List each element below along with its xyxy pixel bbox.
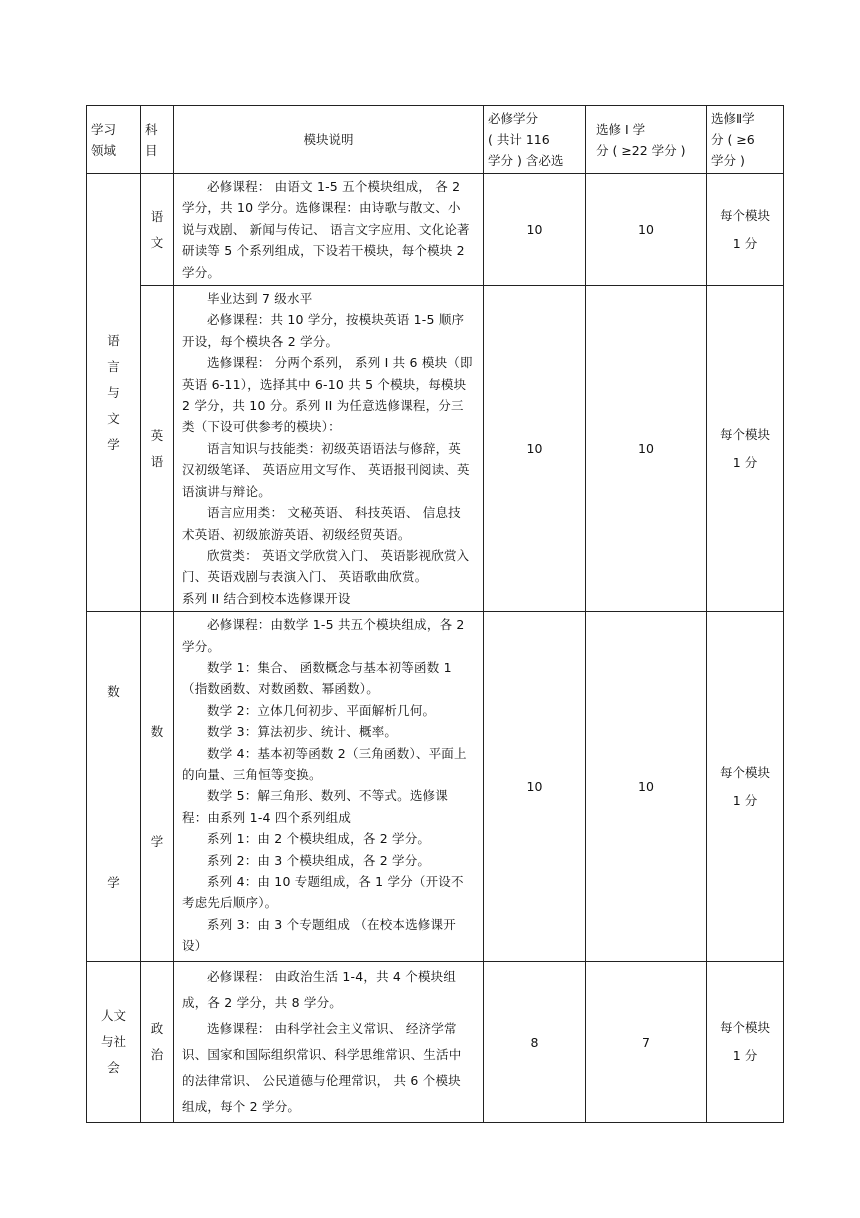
area-char: 学 bbox=[107, 874, 120, 890]
elective1-credits: 10 bbox=[586, 612, 707, 962]
elective2-line: 每个模块 bbox=[719, 764, 770, 780]
description-paragraph: 必修课程： 由政治生活 1-4，共 4 个模块组成，各 2 学分，共 8 学分。 bbox=[182, 969, 457, 1011]
area-char: 会 bbox=[107, 1060, 120, 1076]
header-required-line: 学分 ) 含必选 bbox=[488, 153, 564, 168]
header-area-line: 领域 bbox=[91, 142, 117, 158]
description-paragraph: 选修课程： 由科学社会主义常识、 经济学常识、国家和国际组织常识、科学思维常识、生活中的法律常识、 公民道德与伦理常识， 共 6 个模块组成，每个 2 学分。 bbox=[182, 1021, 462, 1115]
header-required-line: ( 共计 116 bbox=[488, 132, 550, 147]
header-elective2-line: 分 ( ≥6 bbox=[711, 132, 755, 147]
description-paragraph: 必修课程：共 10 学分，按模块英语 1-5 顺序开设，每个模块各 2 学分。 bbox=[182, 312, 465, 349]
description-paragraph: 数学 1：集合、 函数概念与基本初等函数 1（指数函数、对数函数、幂函数）。 bbox=[182, 659, 452, 697]
area-char: 语 bbox=[107, 332, 120, 348]
elective2-line: 1 分 bbox=[732, 1048, 758, 1064]
required-credits: 10 bbox=[484, 612, 586, 962]
elective2-line: 1 分 bbox=[732, 454, 758, 470]
module-description bbox=[174, 612, 484, 962]
table-row-politics bbox=[87, 962, 784, 1123]
header-subject bbox=[141, 106, 174, 174]
description-paragraph: 系列 4：由 10 专题组成，各 1 学分（开设不考虑先后顺序）。 bbox=[182, 874, 464, 911]
curriculum-table bbox=[86, 105, 784, 1123]
table-row-math bbox=[87, 612, 784, 962]
required-credits: 10 bbox=[484, 174, 586, 286]
header-elective1-line: 分 ( ≥22 学分 ) bbox=[596, 142, 686, 158]
header-row bbox=[87, 106, 784, 174]
required-credits: 10 bbox=[484, 286, 586, 612]
elective2-line: 每个模块 bbox=[719, 426, 770, 442]
subject-char: 英 bbox=[150, 427, 164, 443]
description-paragraph: 语言应用类： 文秘英语、 科技英语、 信息技术英语、初级旅游英语、初级经贸英语。 bbox=[182, 505, 461, 542]
header-elective2 bbox=[707, 106, 784, 174]
subject-english bbox=[141, 286, 174, 612]
area-language-literature bbox=[87, 174, 141, 612]
description-paragraph: 必修课程：由数学 1-5 共五个模块组成，各 2 学分。 bbox=[182, 617, 465, 654]
description-paragraph: 数学 2：立体几何初步、平面解析几何。 bbox=[207, 702, 436, 718]
area-char: 学 bbox=[107, 436, 120, 452]
header-elective1 bbox=[586, 106, 707, 174]
header-subject-line: 目 bbox=[145, 142, 158, 158]
elective2-line: 1 分 bbox=[732, 235, 758, 251]
elective1-credits: 10 bbox=[586, 286, 707, 612]
header-area bbox=[87, 106, 141, 174]
elective2-credits bbox=[707, 612, 784, 962]
area-char: 与社 bbox=[100, 1034, 126, 1050]
header-required bbox=[484, 106, 586, 174]
description-paragraph: 系列 2：由 3 个模块组成，各 2 学分。 bbox=[207, 852, 431, 868]
module-description bbox=[174, 174, 484, 286]
elective2-credits bbox=[707, 174, 784, 286]
required-credits: 8 bbox=[484, 962, 586, 1123]
header-elective2-line: 学分 ) bbox=[711, 153, 745, 168]
description-paragraph: 系列 1：由 2 个模块组成，各 2 学分。 bbox=[207, 831, 431, 847]
header-elective2-line: 选修Ⅱ学 bbox=[711, 111, 755, 126]
header-elective1-line: 选修 I 学 bbox=[596, 121, 646, 137]
module-description bbox=[174, 962, 484, 1123]
module-description bbox=[174, 286, 484, 612]
area-char: 人文 bbox=[100, 1008, 126, 1024]
elective2-credits bbox=[707, 962, 784, 1123]
header-module bbox=[174, 106, 484, 174]
subject-char: 语 bbox=[150, 453, 164, 469]
elective2-line: 1 分 bbox=[732, 792, 758, 808]
description-paragraph: 欣赏类： 英语文学欣赏入门、 英语影视欣赏入门、英语戏剧与表演入门、 英语歌曲欣赏。 bbox=[182, 547, 470, 585]
subject-politics bbox=[141, 962, 174, 1123]
description-paragraph: 选修课程： 分两个系列， 系列 I 共 6 模块（即英语 6-11），选择其中 6-10 共 5 个模块，每模块 2 学分，共 10 分。系列 II 为任意选修课程，分三类（下设可供参考的模块）： bbox=[182, 355, 473, 435]
subject-char: 治 bbox=[150, 1047, 164, 1063]
subject-char: 文 bbox=[150, 234, 164, 250]
subject-char: 政 bbox=[150, 1021, 164, 1037]
subject-chinese bbox=[141, 174, 174, 286]
subject-math bbox=[141, 612, 174, 962]
description-paragraph: 数学 5：解三角形、数列、不等式。选修课程：由系列 1-4 四个系列组成 bbox=[182, 788, 448, 825]
elective1-credits: 7 bbox=[586, 962, 707, 1123]
table-row-chinese bbox=[87, 174, 784, 286]
description-paragraph: 系列 3：由 3 个专题组成 （在校本选修课开设） bbox=[182, 916, 456, 954]
description-paragraph: 语言知识与技能类：初级英语语法与修辞，英汉初级笔译、 英语应用文写作、 英语报刊阅读、英语演讲与辩论。 bbox=[182, 440, 470, 499]
area-char: 文 bbox=[107, 410, 120, 426]
header-subject-line: 科 bbox=[145, 121, 158, 137]
elective2-line: 每个模块 bbox=[719, 207, 770, 223]
subject-char: 语 bbox=[150, 208, 164, 224]
description-paragraph: 数学 4：基本初等函数 2（三角函数）、平面上的向量、三角恒等变换。 bbox=[182, 745, 467, 782]
elective2-credits bbox=[707, 286, 784, 612]
area-char: 言 bbox=[107, 358, 120, 374]
header-module-label: 模块说明 bbox=[303, 132, 354, 147]
subject-char: 学 bbox=[150, 833, 164, 849]
elective1-credits: 10 bbox=[586, 174, 707, 286]
description-paragraph: 毕业达到 7 级水平 bbox=[207, 291, 313, 307]
area-mathematics bbox=[87, 612, 141, 962]
description-paragraph: 数学 3：算法初步、统计、概率。 bbox=[207, 724, 398, 740]
area-char: 数 bbox=[107, 683, 120, 699]
elective2-line: 每个模块 bbox=[719, 1020, 770, 1036]
description-paragraph: 必修课程： 由语文 1-5 五个模块组成， 各 2 学分，共 10 学分。选修课程：由诗歌与散文、小说与戏剧、 新闻与传记、 语言文字应用、文化论著研读等 5 个系列组成，下设若干模块，每个模块 2 学分。 bbox=[182, 179, 470, 280]
description-paragraph: 系列 II 结合到校本选修课开设 bbox=[182, 590, 351, 606]
table-row-english bbox=[87, 286, 784, 612]
header-area-line: 学习 bbox=[91, 121, 117, 137]
area-humanities-society bbox=[87, 962, 141, 1123]
area-char: 与 bbox=[107, 384, 120, 400]
header-required-line: 必修学分 bbox=[488, 111, 539, 126]
subject-char: 数 bbox=[150, 723, 164, 739]
